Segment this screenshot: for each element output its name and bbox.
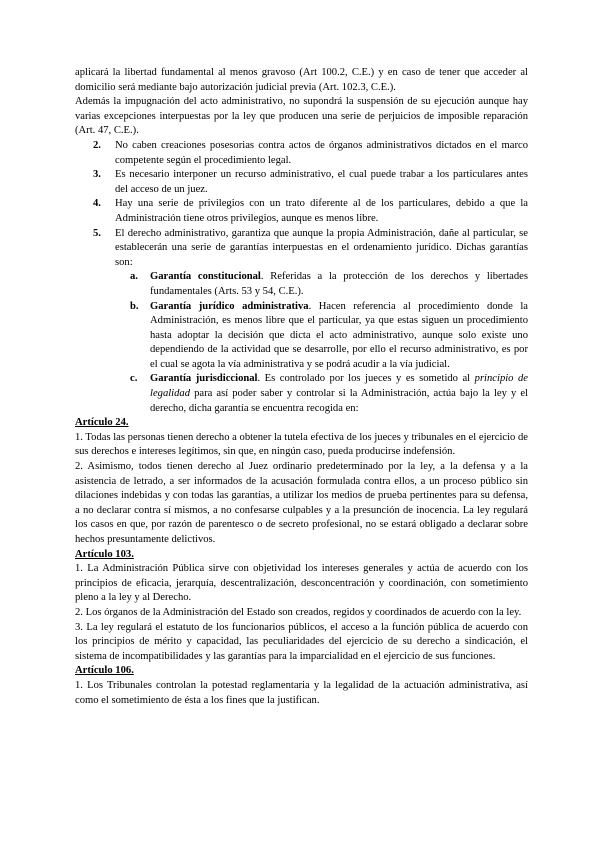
sub-item-text: . Es controlado por los jueces y es sometido al: [257, 373, 475, 385]
item-number: 5.: [93, 227, 101, 239]
article-103-title: Artículo 103.: [75, 548, 134, 560]
item-text: No caben creaciones posesorias contra actos de órganos administrativos dictados en el marco competente según el procedimiento legal.: [115, 139, 528, 166]
paragraph-intro-2: Además la impugnación del acto administrativo, no supondrá la suspensión de su ejecución aunque hay varias excepciones interpuestas por la ley que producen una serie de perjuicios de imposible reparación (Art. 47, C.E.).: [75, 96, 528, 137]
numbered-item: [75, 197, 528, 226]
numbered-item: [75, 168, 528, 197]
sub-item: [75, 372, 528, 416]
item-number: 3.: [93, 169, 101, 181]
sub-item-heading: Garantía jurídico administrativa: [150, 300, 309, 312]
article-24-title: Artículo 24.: [75, 417, 129, 429]
sub-item-letter: a.: [130, 271, 138, 283]
item-number: 4.: [93, 198, 101, 210]
sub-item-heading: Garantía constitucional: [150, 271, 261, 283]
article-103-paragraph-2: 2. Los órganos de la Administración del Estado son creados, regidos y coordinados de acuerdo con la ley.: [75, 606, 522, 618]
item-number: 2.: [93, 139, 101, 151]
article-106-paragraph-1: 1. Los Tribunales controlan la potestad reglamentaria y la legalidad de la actuación administrativa, así como el sometimiento de ésta a los fines que la justifican.: [75, 679, 528, 706]
sub-item: [75, 300, 528, 373]
paragraph-intro-1: aplicará la libertad fundamental al menos gravoso (Art 100.2, C.E.) y en caso de tener que acceder al domicilio será mediante bajo autorización judicial previa (Art. 102.3, C.E.).: [75, 67, 528, 93]
article-103-paragraph-3: 3. La ley regulará el estatuto de los funcionarios públicos, el acceso a la función pública de acuerdo con los principios de mérito y capacidad, las peculiaridades del ejercicio de su derecho a sindicación, el sistema de incompatibilidades y las garantías para la imparcialidad en el ejercicio de sus funciones.: [75, 621, 528, 662]
sub-item-letter: c.: [130, 373, 138, 385]
article-24-paragraph-1: 1. Todas las personas tienen derecho a obtener la tutela efectiva de los jueces y tribunales en el ejercicio de sus derechos e intereses legítimos, sin que, en ningún caso, pueda producirse indefensión.: [75, 431, 528, 458]
numbered-item: [75, 227, 528, 271]
item-text: Hay una serie de privilegios con un trato diferente al de los particulares, debido a que la Administración tiene otros privilegios, aunque es menos libre.: [115, 198, 528, 224]
item-text: Es necesario interponer un recurso administrativo, el cual puede trabar a los particulares antes del acceso de un juez.: [115, 169, 528, 195]
sub-item-text: . Referidas a la protección de los derechos y libertades fundamentales (Arts. 53 y 54, C.E.).: [150, 271, 528, 297]
article-24-paragraph-2: 2. Asimismo, todos tienen derecho al Juez ordinario predeterminado por la ley, a la defensa y a la asistencia de letrado, a ser informados de la acusación formulada contra ellos, a un proceso público sin dilaciones indebidas y con todas las garantías, a utilizar los medios de prueba pertinentes para su defensa, a no declarar contra sí mismos, a no confesarse culpables y a la presunción de inocencia. La ley regulará los casos en que, por razón de parentesco o de secreto profesional, no se estará obligado a declarar sobre hechos presuntamente delictivos.: [75, 461, 528, 545]
article-106-title: Artículo 106.: [75, 665, 134, 677]
item-text: El derecho administrativo, garantiza que aunque la propia Administración, dañe al particular, se establecerán una serie de garantías interpuestas en el ordenamiento jurídico. Dichas garantías son:: [115, 227, 528, 268]
sub-item-text: . Hacen referencia al procedimiento donde la Administración, es menos libre que el particular, ya que estas siguen un procedimiento hasta adoptar la decisión que dicta el acto administrativo, aunque solo existe uno dependiendo de la actividad que se desarrolle, por ello el recurso administrativo, es por el cual se agota la vía administrativa y se podrá acudir a la vía judicial.: [150, 300, 529, 370]
sub-item-text: para así poder saber y controlar si la Administración, actúa bajo la ley y el derecho, dicha garantía se encuentra recogida en:: [150, 388, 528, 414]
numbered-item: [75, 139, 528, 168]
sub-item: [75, 270, 528, 299]
article-103-paragraph-1: 1. La Administración Pública sirve con objetividad los intereses generales y actúa de acuerdo con los principios de eficacia, jerarquía, descentralización, desconcentración y coordinación, con sometimiento pleno a la ley y al Derecho.: [75, 563, 528, 604]
sub-item-letter: b.: [130, 300, 139, 312]
sub-item-heading: Garantía jurisdiccional: [150, 373, 258, 385]
sub-item-italic: principio de legalidad: [150, 373, 528, 400]
